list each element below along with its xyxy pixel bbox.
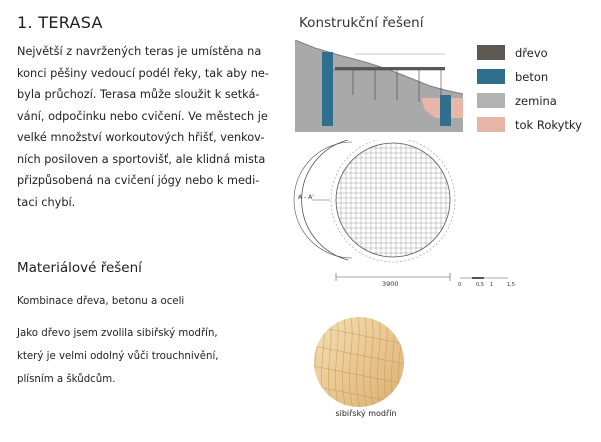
paragraph-line: vání, odpočinku nebo cvičení. Ve městech je [17,109,268,123]
paragraph-line: přizpůsobená na cvičení jógy nebo k medi- [17,174,260,187]
construction-heading: Konstrukční řešení [299,15,424,31]
legend-swatch [477,93,505,108]
section-drawing [295,40,463,132]
description-paragraph [17,41,295,213]
deck-circle [336,143,450,257]
concrete-pillar-right [440,95,451,126]
wood-line: plísním a škůdcům. [17,374,116,385]
scale-label: 0 [458,282,462,288]
paragraph-line: byla průchozí. Terasa může sloužit k setká- [17,88,260,101]
concrete-pillar-left [322,52,333,126]
legend-label: tok Rokytky [515,118,582,132]
paragraph-line: velké množství workoutových hřišť, venkov- [17,131,265,144]
paragraph-line: ních posiloven a sportovišť, ale klidná mista [17,152,266,166]
legend-label: beton [515,70,549,84]
outline-circle [331,140,455,262]
legend-swatch [477,117,505,132]
dimension-label: 3900 [382,280,399,288]
scale-label: 1 [490,282,494,288]
deck-board [335,67,445,70]
paragraph-line: konci pěšiny vedoucí podél řeky, tak aby ne- [17,66,269,80]
legend-label: dřevo [515,46,548,60]
legend-swatch [477,45,505,60]
wood-line: který je velmi odolný vůči trouchnivění, [17,351,219,362]
plan-drawing [290,140,520,292]
materials-combination: Kombinace dřeva, betonu a oceli [17,296,185,307]
deck-grid [330,140,456,260]
paragraph-line: taci chybí. [17,195,76,209]
page-title: 1. TERASA [17,13,103,32]
wood-line: Jako dřevo jsem zvolila sibiřský modřín, [17,328,218,339]
scale-label: 1,5 [507,282,515,288]
legend-swatch [477,69,505,84]
materials-heading: Materiálové řešení [17,260,142,276]
wood-description [17,322,219,391]
wood-sample-image [313,316,405,408]
section-label: A - A' [298,194,314,201]
wood-caption: sibiřský modřín [335,409,397,418]
legend-label: zemina [515,94,557,108]
scale-label: 0,5 [476,282,484,288]
paragraph-line: Největší z navržených teras je umístěna na [17,45,262,58]
